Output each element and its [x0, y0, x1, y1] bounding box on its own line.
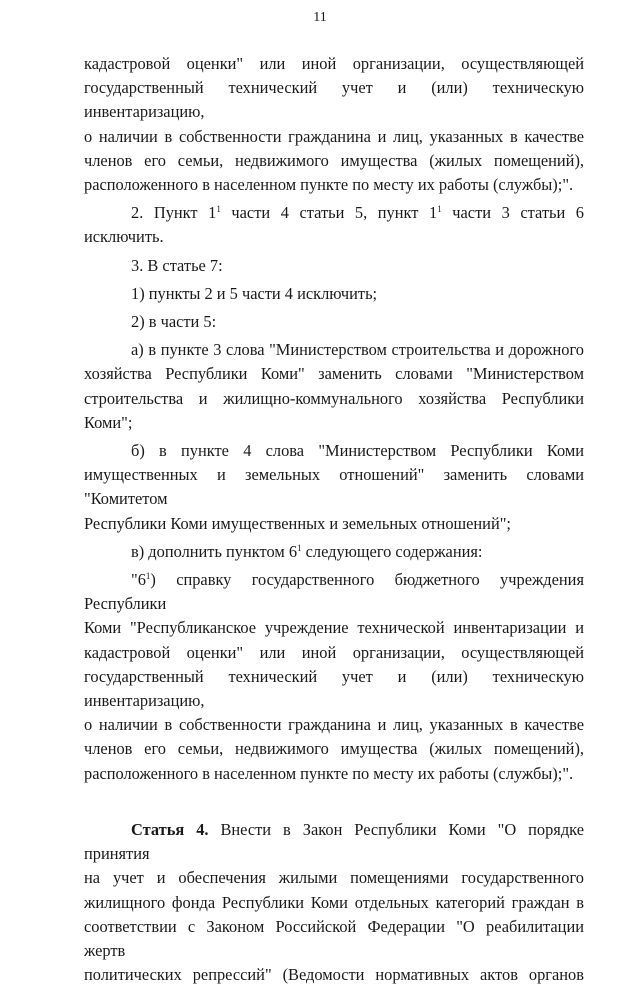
- text-line: Республики Коми имущественных и земельных отношений";: [84, 513, 511, 533]
- text-line: государственный технический учет и (или) техническую инвентаризацию,: [84, 666, 584, 711]
- text-line: жилищного фонда Республики Коми отдельных категорий граждан в: [84, 892, 584, 912]
- paragraph-item-3-1: 1) пункты 2 и 5 части 4 исключить;: [131, 283, 378, 303]
- article-4: [84, 818, 584, 987]
- paragraph-sub-c: в) дополнить пунктом $6^1$ следующего содержания:: [131, 541, 483, 561]
- paragraph-sub-a: [84, 338, 584, 435]
- paragraph-sub-b: [84, 439, 584, 536]
- text-line: государственный технический учет и (или) техническую инвентаризацию,: [84, 78, 584, 122]
- paragraph-item-3-2: 2) в части 5:: [131, 312, 217, 332]
- text-line: политических репрессий" (Ведомости нормативных актов органов: [84, 965, 584, 985]
- text-line: Статья 4. Внести в Закон Республики Коми "О порядке принятия: [84, 819, 584, 864]
- quoted-paragraph: [84, 568, 584, 786]
- text-line: имущественных и земельных отношений" заменить словами "Комитетом: [84, 465, 584, 509]
- document-body: [84, 52, 584, 987]
- text-line: о наличии в собственности гражданина и лиц, указанных в качестве: [84, 715, 584, 735]
- text-line: хозяйства Республики Коми" заменить словами "Министерством: [84, 364, 584, 384]
- paragraph-continuation: [84, 52, 584, 197]
- text-line: кадастровой оценки" или иной организации, осуществляющей: [84, 642, 584, 662]
- text-line: членов его семьи, недвижимого имущества (жилых помещений),: [84, 739, 584, 759]
- paragraph-item-3: 3. В статье 7:: [131, 255, 223, 275]
- text-line: на учет и обеспечения жилыми помещениями государственного: [84, 868, 584, 888]
- article-heading: Статья 4.: [131, 819, 209, 839]
- text-line: а) в пункте 3 слова "Министерством строительства и дорожного: [131, 340, 584, 360]
- text-line: членов его семьи, недвижимого имущества (жилых помещений),: [84, 150, 584, 170]
- page-number: 11: [313, 10, 327, 25]
- text-line: строительства и жилищно-коммунального хозяйства Республики Коми";: [84, 388, 584, 432]
- text-line: расположенного в населенном пункте по месту их работы (службы);".: [84, 763, 574, 783]
- text-line: "$6^1$) справку государственного бюджетного учреждения Республики: [84, 570, 584, 614]
- text-line: кадастровой оценки" или иной организации, осуществляющей: [84, 54, 584, 73]
- text-line: б) в пункте 4 слова "Министерством Республики Коми: [131, 441, 584, 461]
- paragraph-item-2: 2. Пункт $1^1$ части 4 статьи 5, пункт $1^1$ части 3 статьи 6 исключить.: [84, 203, 584, 247]
- text-line: Коми "Республиканское учреждение технической инвентаризации и: [84, 618, 584, 638]
- text-line: соответствии с Законом Российской Федерации "О реабилитации жертв: [84, 916, 584, 960]
- text-line: о наличии в собственности гражданина и лиц, указанных в качестве: [84, 126, 584, 146]
- text-line: расположенного в населенном пункте по месту их работы (службы);".: [84, 175, 574, 195]
